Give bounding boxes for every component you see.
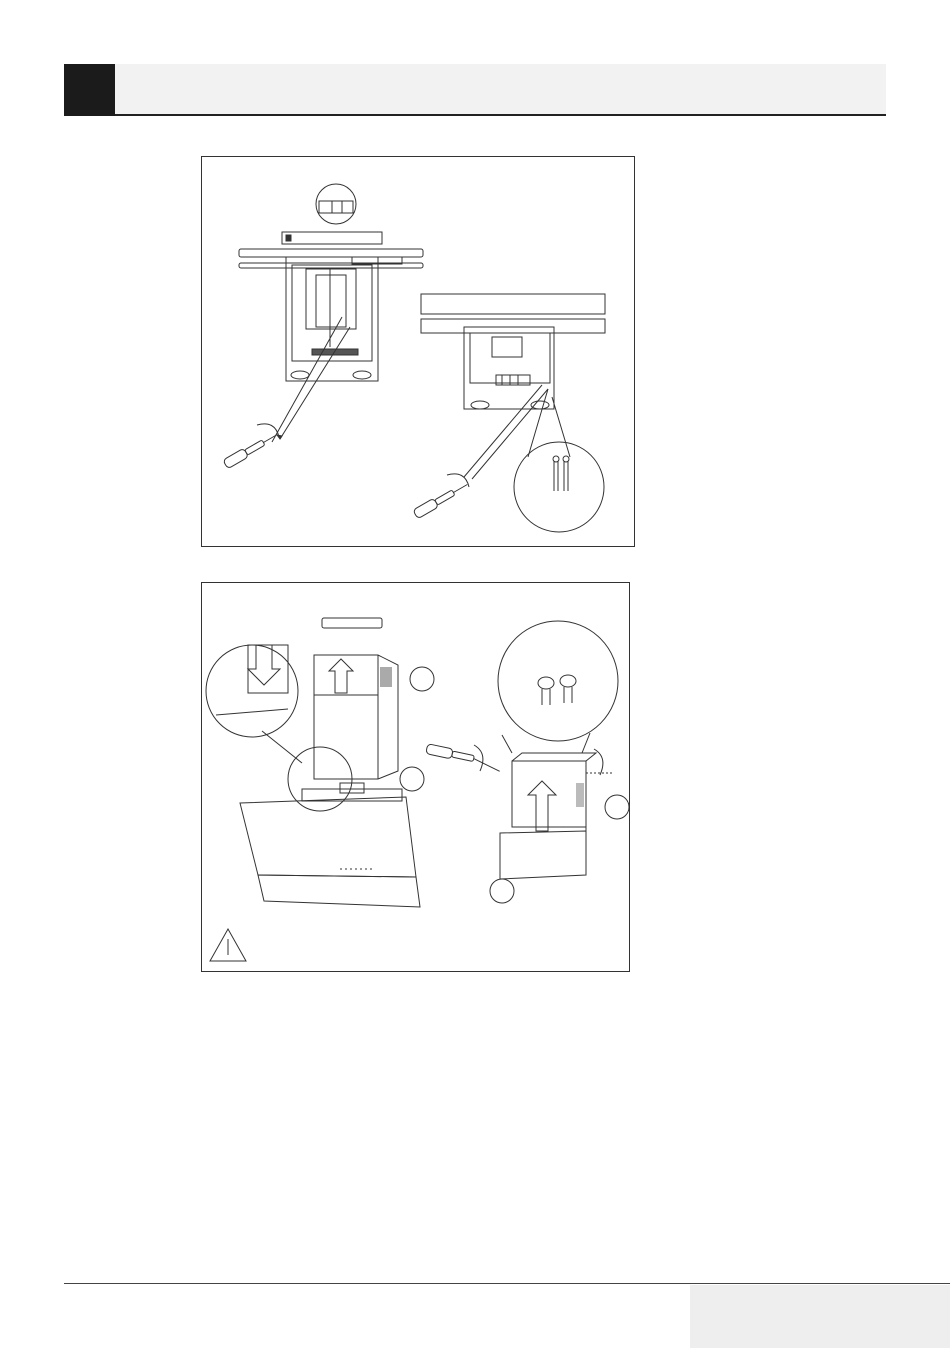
footer-rule <box>64 1283 950 1284</box>
screwdriver-icon-1 <box>223 430 280 469</box>
detail-circle-left <box>206 645 298 737</box>
figure-2-drawing <box>202 583 629 971</box>
screw-detail-icon <box>514 442 604 532</box>
figure-1-drawing <box>202 157 634 546</box>
header-bar <box>64 64 886 116</box>
callout-1 <box>410 667 434 691</box>
callout-3 <box>490 879 514 903</box>
screwdriver-icon-3 <box>425 744 502 772</box>
callout-4 <box>605 795 629 819</box>
figure-1-hood-screws <box>201 156 635 547</box>
footer-box <box>690 1285 950 1348</box>
screwdriver-icon-2 <box>413 480 470 519</box>
page-number <box>690 1285 950 1348</box>
section-number <box>64 64 115 116</box>
callout-2 <box>400 767 424 791</box>
detail-circle <box>316 184 356 224</box>
figure-2-chimney-assembly <box>201 582 630 972</box>
section-number-block <box>64 64 115 116</box>
screw-detail-icon <box>498 621 618 741</box>
